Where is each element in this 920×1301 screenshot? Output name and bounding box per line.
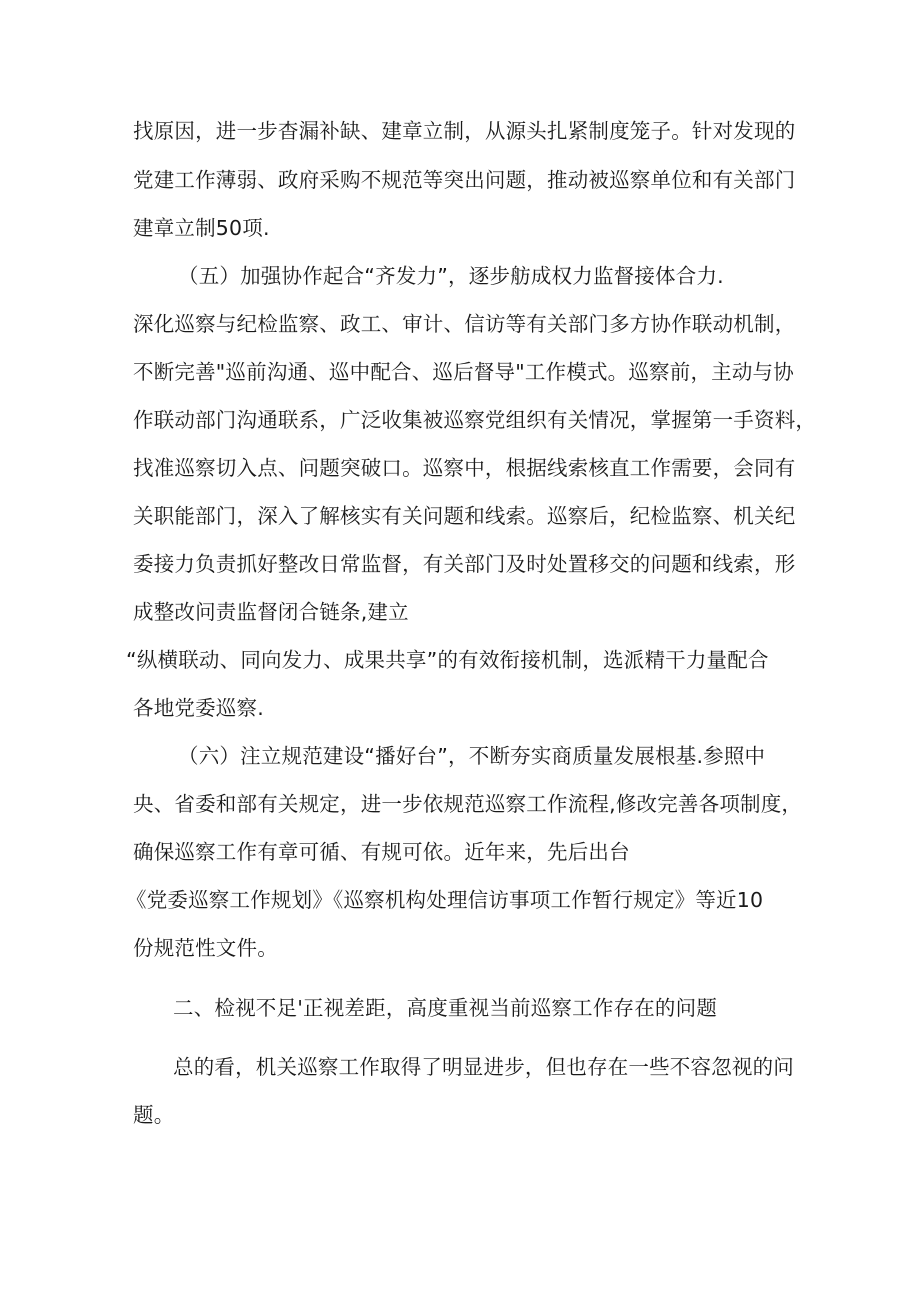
paragraph-line: 不断完善"巡前沟通、巡中配合、巡后督导"工作模式。巡察前，主动与协 xyxy=(133,360,794,384)
paragraph-line: 找原因，进一步杳漏补缺、建章立制，从源头扎紧制度笼子。针对发现的 xyxy=(133,119,796,143)
paragraph-line: 《党委巡察工作规划》《巡察机构处理信访事项工作暂行规定》等近10 xyxy=(126,888,764,912)
paragraph-line: 党建工作薄弱、政府采购不规范等突出问题，推动被巡察单位和有关部门 xyxy=(133,168,796,192)
paragraph-line: 总的看，机关巡察工作取得了明显进步，但也存在一些不容忽视的问 xyxy=(173,1055,794,1079)
paragraph-line: 深化巡察与纪检监察、政工、审计、信访等有关部门多方协作联动机制， xyxy=(133,312,796,336)
paragraph-line: 成整改问责监督闭合链条,建立 xyxy=(133,600,409,624)
paragraph-line: 建章立制50项. xyxy=(133,216,270,240)
paragraph-line: 份规范性文件。 xyxy=(133,936,278,960)
paragraph-line: 作联动部门沟通联系，广泛收集被巡察党组织有关情况，掌握第一手资料， xyxy=(133,408,817,432)
section-heading-5: （五）加强协作起合“齐发力”，逐步舫成权力监督接体合力. xyxy=(178,264,724,288)
paragraph-line: 题。 xyxy=(133,1103,175,1127)
chapter-heading-2: 二、检视不足'正视差距，高度重视当前巡察工作存在的问题 xyxy=(173,996,718,1020)
paragraph-line: 各地党委巡察. xyxy=(133,696,264,720)
section-heading-6: （六）注立规范建设“播好台”，不断夯实商质量发展根基.参照中 xyxy=(178,744,766,768)
paragraph-line: 找准巡察切入点、问题突破口。巡察中，根据线索核直工作需要，会同有 xyxy=(133,456,796,480)
paragraph-line: “纵横联动、同向发力、成果共享”的有效衔接机制，选派精干力量配合 xyxy=(126,648,769,672)
paragraph-line: 关职能部门，深入了解核实有关问题和线索。巡察后，纪检监察、机关纪 xyxy=(133,504,796,528)
paragraph-line: 委接力负责抓好整改日常监督，有关部门及时处置移交的问题和线索，形 xyxy=(133,552,796,576)
paragraph-line: 央、省委和部有关规定，进一步依规范巡察工作流程,修改完善各项制度， xyxy=(133,792,803,816)
paragraph-line: 确保巡察工作有章可循、有规可依。近年来，先后出台 xyxy=(133,840,630,864)
